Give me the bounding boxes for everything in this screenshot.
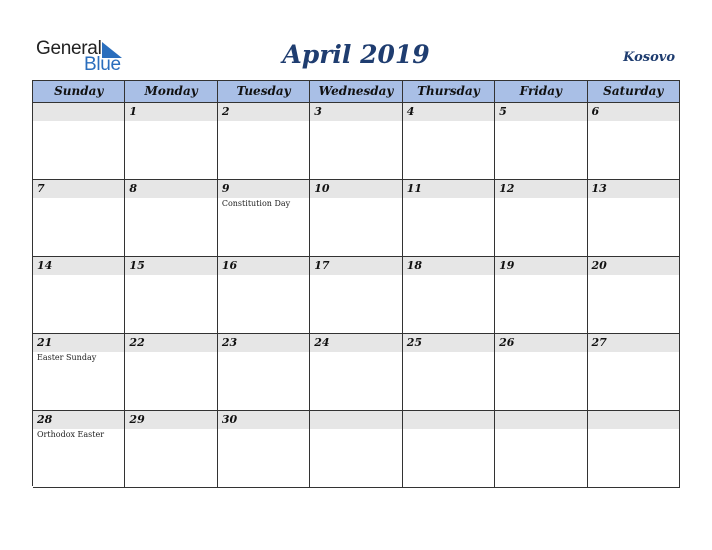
page-title: April 2019: [282, 40, 430, 69]
week-row: [33, 257, 680, 334]
day-number: 19: [495, 257, 586, 275]
day-number: 1: [125, 103, 216, 121]
day-number: 21: [33, 334, 124, 352]
day-cell: [33, 411, 125, 488]
day-number: 14: [33, 257, 124, 275]
day-number: 18: [403, 257, 494, 275]
day-number: 12: [495, 180, 586, 198]
weekday-header: Tuesday: [218, 81, 310, 103]
day-number: [310, 411, 401, 429]
day-cell: [403, 257, 495, 334]
calendar-grid: [32, 80, 680, 486]
day-number: 3: [310, 103, 401, 121]
day-cell: [403, 103, 495, 180]
weekday-header: Friday: [495, 81, 587, 103]
day-number: 11: [403, 180, 494, 198]
day-cell: [588, 257, 680, 334]
day-number: 8: [125, 180, 216, 198]
holiday-label: Orthodox Easter: [37, 430, 105, 439]
day-cell: [588, 103, 680, 180]
day-cell: [310, 180, 402, 257]
day-cell: [33, 103, 125, 180]
holiday-label: Easter Sunday: [37, 353, 97, 362]
day-number: 2: [218, 103, 309, 121]
day-cell: [310, 257, 402, 334]
day-number: 16: [218, 257, 309, 275]
country-label: Kosovo: [623, 50, 675, 65]
weekday-header: Wednesday: [310, 81, 402, 103]
day-number: [495, 411, 586, 429]
logo-text-blue: Blue: [84, 54, 121, 75]
weekday-header: Thursday: [403, 81, 495, 103]
day-cell: [33, 180, 125, 257]
day-number: 7: [33, 180, 124, 198]
day-cell: [125, 103, 217, 180]
day-cell: [33, 334, 125, 411]
day-number: 15: [125, 257, 216, 275]
day-number: 5: [495, 103, 586, 121]
day-cell: [310, 334, 402, 411]
day-number: 23: [218, 334, 309, 352]
day-number: [403, 411, 494, 429]
day-number: 24: [310, 334, 401, 352]
day-number: 30: [218, 411, 309, 429]
day-cell: [218, 257, 310, 334]
day-cell: [125, 334, 217, 411]
day-number: [588, 411, 679, 429]
day-number: 10: [310, 180, 401, 198]
day-cell: [495, 411, 587, 488]
calendar-weeks: [33, 103, 680, 488]
day-cell: [33, 257, 125, 334]
week-row: [33, 334, 680, 411]
day-cell: [588, 411, 680, 488]
day-cell: [495, 103, 587, 180]
week-row: [33, 411, 680, 488]
day-number: 25: [403, 334, 494, 352]
logo-text-general: General: [36, 38, 102, 59]
day-number: 9: [218, 180, 309, 198]
day-number: 6: [588, 103, 679, 121]
day-cell: [310, 103, 402, 180]
day-number: 29: [125, 411, 216, 429]
week-row: [33, 103, 680, 180]
day-number: 28: [33, 411, 124, 429]
weekday-header: Monday: [125, 81, 217, 103]
day-number: 27: [588, 334, 679, 352]
weekday-header: Sunday: [33, 81, 125, 103]
day-cell: [125, 180, 217, 257]
day-number: 26: [495, 334, 586, 352]
day-number: [33, 103, 124, 121]
day-cell: [218, 411, 310, 488]
day-cell: [403, 334, 495, 411]
day-cell: [125, 411, 217, 488]
day-cell: [218, 103, 310, 180]
day-number: 22: [125, 334, 216, 352]
day-cell: [495, 334, 587, 411]
week-row: [33, 180, 680, 257]
day-cell: [310, 411, 402, 488]
day-cell: [403, 411, 495, 488]
day-cell: [125, 257, 217, 334]
weekday-header: Saturday: [588, 81, 680, 103]
day-cell: [218, 334, 310, 411]
day-cell: [403, 180, 495, 257]
day-cell: [588, 334, 680, 411]
holiday-label: Constitution Day: [221, 199, 291, 208]
day-number: 20: [588, 257, 679, 275]
day-cell: [495, 257, 587, 334]
day-cell: [588, 180, 680, 257]
day-number: 4: [403, 103, 494, 121]
day-number: 13: [588, 180, 679, 198]
day-number: 17: [310, 257, 401, 275]
weekday-header-row: [33, 81, 680, 103]
day-cell: [495, 180, 587, 257]
day-cell: [218, 180, 310, 257]
